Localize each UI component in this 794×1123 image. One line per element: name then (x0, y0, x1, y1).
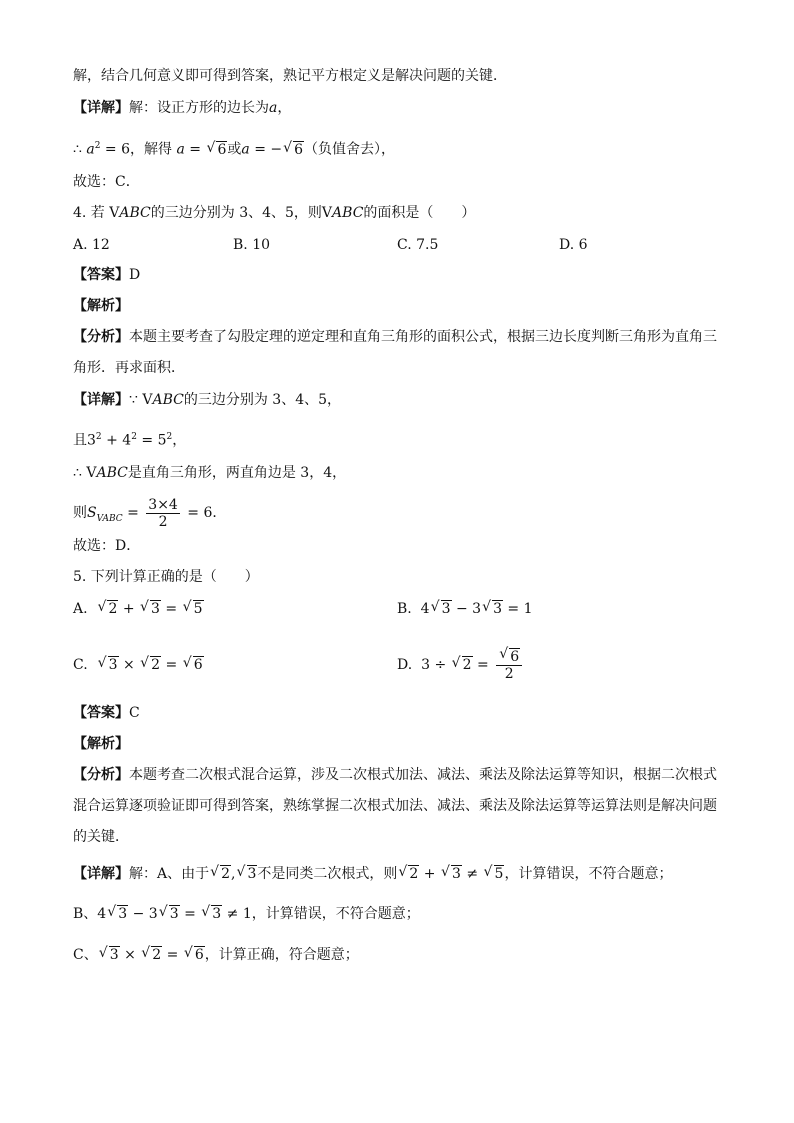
q5-fenxi-1: 【分析】本题考查二次根式混合运算，涉及二次根式加法、减法、乘法及除法运算等知识，根据二次根式 (73, 767, 717, 783)
q4-option-d: D. 6 (559, 237, 588, 253)
q4-detail-2: 且$3^2 + 4^2 = 5^2$， (73, 432, 187, 449)
q3-var-a: a (269, 100, 278, 116)
q3-eq1: = 6，解得 (104, 141, 173, 158)
q3-sqrt6: √ 6 (206, 140, 227, 160)
q5-detail-c: C、√ 3 × √ 2 = √ 6，计算正确，符合题意； (73, 945, 359, 965)
q4-analysis-label: 【解析】 (73, 298, 129, 314)
q5-detail-a: 【详解】解：A、由于√ 2,√ 3不是同类二次根式，则√ 2 + √ 3 ≠ √ 5，计算错误，不符合题意； (73, 864, 672, 884)
q3-a-var: a (86, 141, 95, 158)
q4-abc: ABC (119, 205, 151, 221)
q5-analysis-label: 【解析】 (73, 736, 129, 752)
q4-answer: 【答案】D (73, 267, 141, 283)
q3-detail-line (73, 98, 291, 118)
q3-solve-line: ∴ $a^2 = 6$，解得 a = √ 6或a = −√ 6（负值舍去）， (73, 136, 395, 160)
q5-option-c: C. √ 3 × √ 2 = √ 6 (73, 655, 204, 675)
q3-neg-note: （负值舍去）， (304, 141, 396, 158)
q3-neg: = − (254, 141, 283, 158)
q3-tail-text: 解，结合几何意义即可得到答案，熟记平方根定义是解决问题的关键． (73, 68, 507, 84)
q3-exp: 2 (94, 141, 101, 151)
q5-detail-b: B、4√ 3 − 3√ 3 = √ 3 ≠ 1，计算错误，不符合题意； (73, 904, 420, 924)
q5-fenxi-2: 混合运算逐项验证即可得到答案，熟练掌握二次根式加法、减法、乘法及除法运算等运算法则是解决问题 (73, 798, 717, 814)
q4-option-a: A. 12 (73, 237, 110, 253)
q4-option-b: B. 10 (233, 237, 271, 253)
q4-choice: 故选：D． (73, 538, 141, 554)
q5-option-b: B. 4√ 3 − 3√ 3 = 1 (397, 599, 533, 619)
q3-detail-comma: ， (277, 100, 292, 116)
q3-detail-text: 解：设正方形的边长为 (129, 100, 269, 116)
q4-fenxi-2: 角形．再求面积． (73, 360, 185, 376)
q5-fenxi-3: 的关键． (73, 829, 129, 845)
q4-detail-3: ∴ VABC是直角三角形，两直角边是 3，4， (73, 465, 347, 481)
q5-answer: 【答案】C (73, 705, 140, 721)
q3-a-var2: a (176, 141, 185, 158)
q3-choice: 故选：C． (73, 174, 140, 190)
q4-detail-1: 【详解】∵ VABC的三边分别为 3、4、5， (73, 392, 342, 408)
q4-option-c: C. 7.5 (397, 237, 439, 253)
q3-or: 或 (227, 141, 242, 158)
q5-stem: 5. 下列计算正确的是（ ） (73, 569, 259, 585)
q3-detail-label: 【详解】 (73, 100, 129, 116)
q4-stem: 4. 若 VABC的三边分别为 3、4、5，则VABC的面积是（ ） (73, 205, 476, 221)
q5-option-a: A. √ 2 + √ 3 = √ 5 (73, 599, 204, 619)
q4-fraction: $\frac{3\times 4}{2}$ (148, 496, 178, 530)
q3-therefore: ∴ (73, 141, 82, 158)
q4-fenxi-1: 【分析】本题主要考查了勾股定理的逆定理和直角三角形的面积公式，根据三边长度判断三角形为直角三 (73, 329, 717, 345)
q5-option-d: D. 3 ÷ √ 2 = √ $\frac{6}{2}$ (397, 645, 525, 685)
q3-a-var3: a (241, 141, 250, 158)
q4-detail-4: 则$S_{VABC}$ = $\frac{3\times 4}{2}$ = 6． (73, 496, 227, 530)
q3-neg-sqrt6: √ 6 (283, 140, 304, 160)
